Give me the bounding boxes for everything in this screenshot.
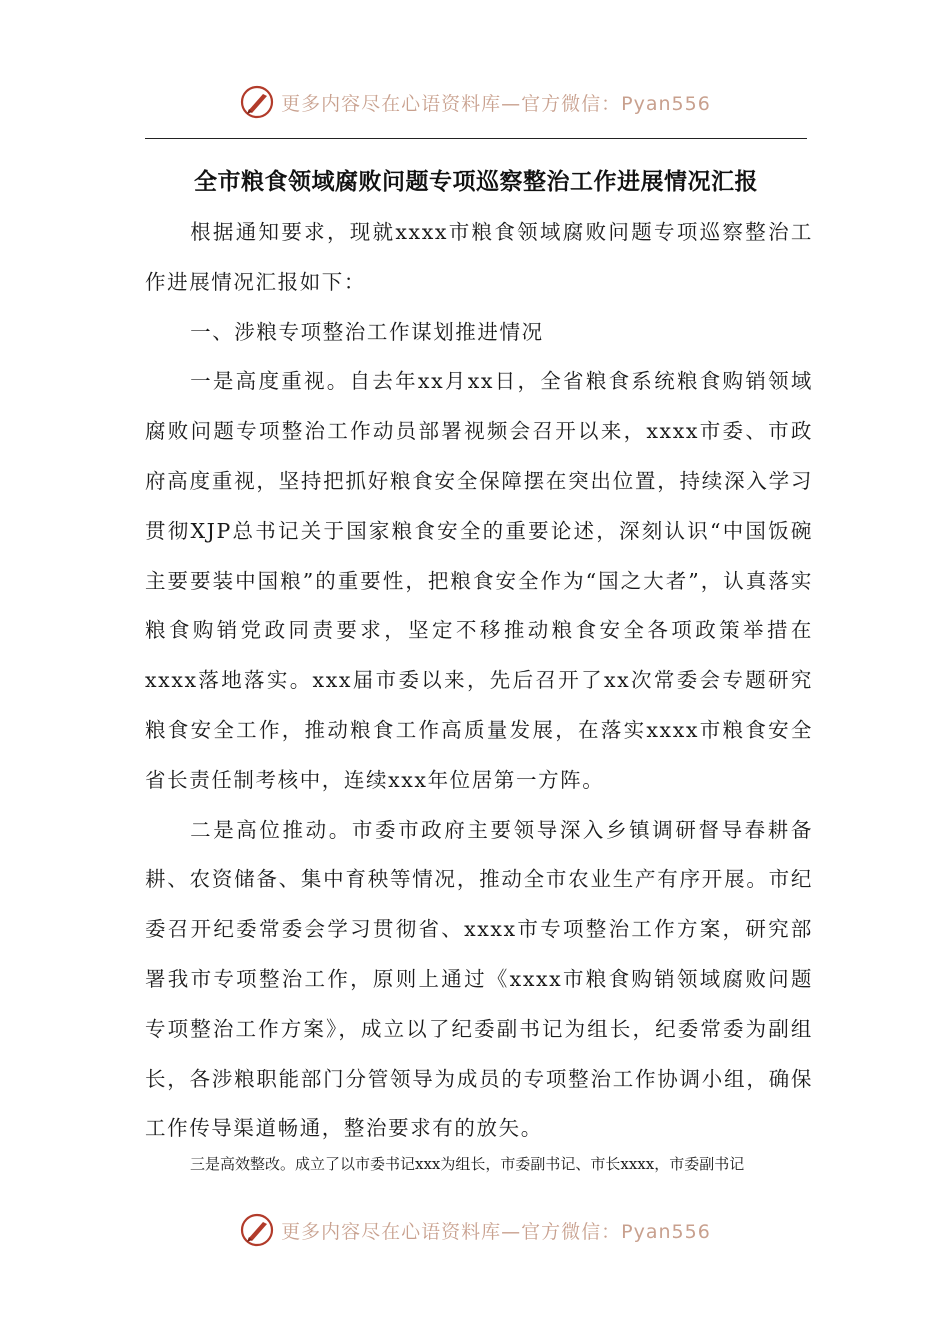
paragraph-3-small: 三是高效整改。成立了以市委书记xxx为组长，市委副书记、市长xxxx，市委副书记 [190,1155,745,1173]
document-body [145,208,813,1154]
pen-logo-icon [239,84,275,120]
document-title: 全市粮食领域腐败问题专项巡察整治工作进展情况汇报 [194,169,758,195]
paragraph-intro: 根据通知要求，现就xxxx市粮食领域腐败问题专项巡察整治工作进展情况汇报如下： [145,220,813,294]
watermark-text: 更多内容尽在心语资料库—官方微信：Pyan556 [281,1220,711,1243]
header-rule [145,138,807,139]
pen-logo-icon [239,1212,275,1248]
watermark-banner-bottom [0,1206,950,1254]
watermark-text: 更多内容尽在心语资料库—官方微信：Pyan556 [281,92,711,115]
paragraph-1: 一是高度重视。自去年xx月xx日，全省粮食系统粮食购销领域腐败问题专项整治工作动员部署视频会召开以来，xxxx市委、市政府高度重视，坚持把抓好粮食安全保障摆在突出位置，持续深入学习贯彻XJP总书记关于国家粮食安全的重要论述，深刻认识“中国饭碗主要要装中国粮”的重要性，把粮食安全作为“国之大者”，认真落实粮食购销党政同责要求，坚定不移推动粮食安全各项政策举措在xxxx落地落实。xxx届市委以来，先后召开了xx次常委会专题研究粮食安全工作，推动粮食工作高质量发展，在落实xxxx市粮食安全省长责任制考核中，连续xxx年位居第一方阵。 [145,369,813,792]
section-heading: 一、涉粮专项整治工作谋划推进情况 [190,319,544,344]
paragraph-2: 二是高位推动。市委市政府主要领导深入乡镇调研督导春耕备耕、农资储备、集中育秧等情况，推动全市农业生产有序开展。市纪委召开纪委常委会学习贯彻省、xxxx市专项整治工作方案，研究部署我市专项整治工作，原则上通过《xxxx市粮食购销领域腐败问题专项整治工作方案》，成立以了纪委副书记为组长，纪委常委为副组长，各涉粮职能部门分管领导为成员的专项整治工作协调小组，确保工作传导渠道畅通，整治要求有的放矢。 [145,817,813,1141]
watermark-banner-top [0,78,950,126]
